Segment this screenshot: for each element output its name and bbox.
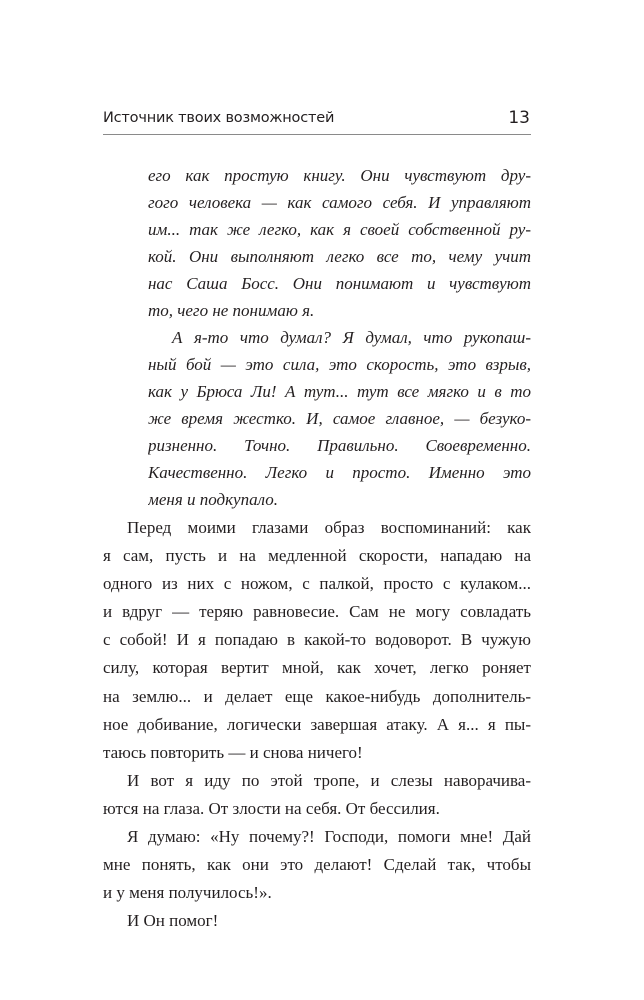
text-line: его как простую книгу. Они чувствуют дру-	[148, 166, 531, 185]
text-line: меня и подкупало.	[148, 490, 278, 509]
text-line: И Он помог!	[127, 911, 219, 931]
text-line: ризненно. Точно. Правильно. Своевременно.	[148, 436, 531, 455]
text-line: и вдруг — теряю равновесие. Сам не могу совладать	[103, 602, 531, 622]
text-line: силу, которая вертит мной, как хочет, легко роняет	[103, 658, 531, 678]
text-line: ются на глаза. От злости на себя. От бессилия.	[103, 798, 440, 818]
text-line: мне понять, как они это делают! Сделай так, чтобы	[103, 855, 531, 875]
text-line: Я думаю: «Ну почему?! Господи, помоги мне! Дай	[127, 827, 531, 847]
text-line: А я-то что думал? Я думал, что рукопаш-	[172, 328, 531, 347]
text-line: Перед моими глазами образ воспоминаний: как	[127, 518, 531, 537]
text-line: то, чего не понимаю я.	[148, 301, 315, 320]
italic-quote-block	[148, 162, 531, 513]
running-header-title: Источник твоих возможностей	[103, 110, 335, 126]
text-line: как у Брюса Ли! А тут... тут все мягко и в то	[148, 382, 531, 401]
text-line: на землю... и делает еще какое-нибудь дополнитель-	[103, 686, 531, 706]
text-line: я сам, пусть и на медленной скорости, нападаю на	[103, 546, 531, 566]
text-line: ный бой — это сила, это скорость, это взрыв,	[148, 355, 531, 374]
text-line: кой. Они выполняют легко все то, чему учит	[148, 247, 531, 266]
text-line: с собой! И я попадаю в какой-то водоворот. В чужую	[103, 630, 531, 650]
text-line: Качественно. Легко и просто. Именно это	[148, 463, 531, 482]
body-text-block	[103, 514, 531, 935]
text-line: одного из них с ножом, с палкой, просто с кулаком...	[103, 574, 531, 594]
text-line: ное добивание, логически завершая атаку. А я... я пы-	[103, 714, 531, 734]
text-line: гого человека — как самого себя. И управляют	[148, 193, 531, 212]
page-number: 13	[508, 108, 530, 128]
text-line: нас Саша Босс. Они понимают и чувствуют	[148, 274, 531, 293]
text-line: таюсь повторить — и снова ничего!	[103, 742, 363, 762]
text-line: И вот я иду по этой тропе, и слезы наворачива-	[127, 770, 531, 790]
text-line: и у меня получилось!».	[103, 883, 272, 903]
text-line: же время жестко. И, самое главное, — безуко-	[148, 409, 531, 428]
text-line: им... так же легко, как я своей собственной ру-	[148, 220, 531, 239]
running-header	[103, 108, 531, 135]
